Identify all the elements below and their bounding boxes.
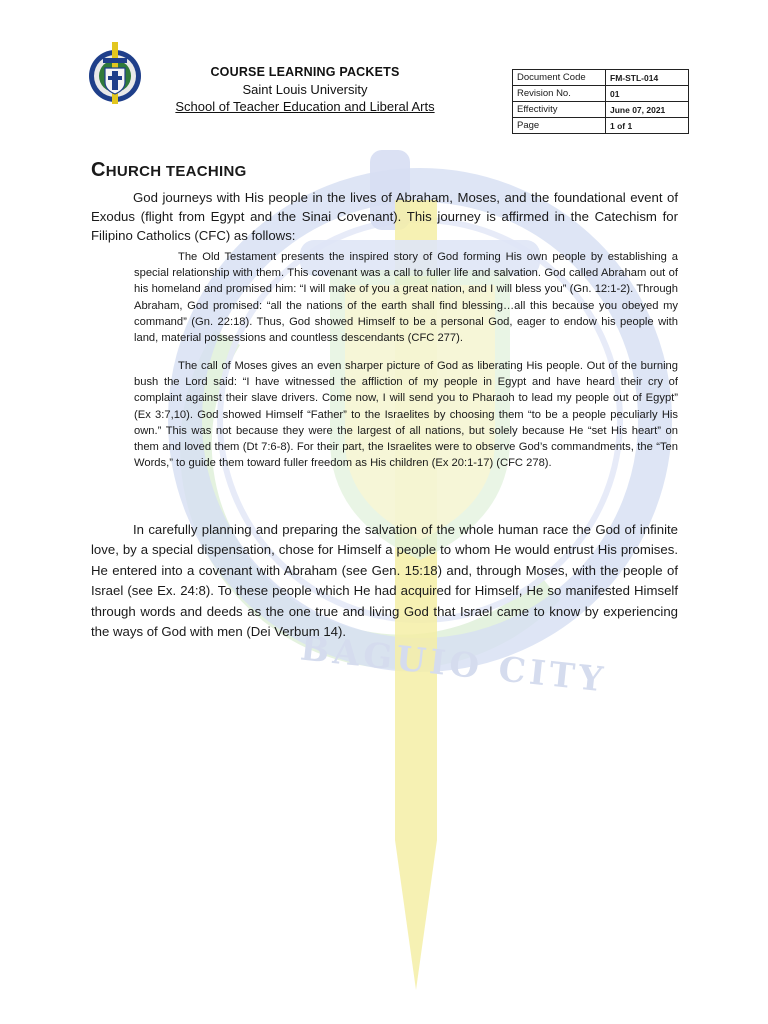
document-info-table	[512, 69, 689, 134]
info-value: FM-STL-014	[606, 70, 689, 86]
info-value: 1 of 1	[606, 118, 689, 134]
document-header	[140, 64, 470, 115]
intro-paragraph: God journeys with His people in the lives of Abraham, Moses, and the foundational event of Exodus (flight from Egypt and the Sinai Covenant). This journey is affirmed in the Catechism for Filipino Catholics (CFC) as follows:	[91, 190, 678, 244]
table-row	[513, 70, 689, 86]
info-key: Page	[513, 118, 606, 134]
section-title-initial: C	[91, 159, 106, 181]
catechism-quote-278: The call of Moses gives an even sharper picture of God as liberating His people. Out of the burning bush the Lord said: “I have witnessed the affliction of my people in Egypt and have heard their cry of complaint against their slave drivers. Come now, I will send you to Pharaoh to lead my people out of Egypt” (Ex 3:7,10). God showed Himself “Father” to the Israelites by choosing them “to be a people peculiarly His own.” This was not because they were the largest of all nations, but solely because He “set His heart” on them and loved them (Dt 7:6-8). For their part, the Israelites were to observe God’s commandments, the “Ten Words,” to guide them toward fuller freedom as His children (Ex 20:1-17) (CFC 278).	[134, 360, 678, 470]
university-seal-logo	[86, 40, 144, 108]
info-key: Effectivity	[513, 102, 606, 118]
info-key: Document Code	[513, 70, 606, 86]
section-title	[91, 159, 247, 182]
watermark-text: BAGUIO CITY	[298, 628, 609, 701]
info-key: Revision No.	[513, 86, 606, 102]
info-value: June 07, 2021	[606, 102, 689, 118]
header-title: COURSE LEARNING PACKETS	[210, 65, 400, 79]
header-university: Saint Louis University	[242, 82, 368, 97]
header-school: School of Teacher Education and Liberal Arts	[175, 99, 435, 114]
table-row	[513, 86, 689, 102]
info-value: 01	[606, 86, 689, 102]
section-title-rest: HURCH TEACHING	[105, 163, 247, 180]
table-row	[513, 118, 689, 134]
catechism-quote-277: The Old Testament presents the inspired story of God forming His own people by establishing a special relationship with them. This covenant was a call to fuller life and salvation. God called Abraham out of his homeland and promised him: “I will make of you a great nation, and I will bless you” (Gn. 12:1-2). Through Abraham, God promised: “all the nations of the earth shall find blessing…all this because you obeyed my command” (Gn. 22:18). Thus, God showed Himself to be a personal God, eager to endow his people with land, material possessions and countless descendants (CFC 277).	[134, 251, 678, 345]
table-row	[513, 102, 689, 118]
dei-verbum-paragraph: In carefully planning and preparing the salvation of the whole human race the God of infinite love, by a special dispensation, chose for Himself a people to whom He would entrust His promises. He entered into a covenant with Abraham (see Gen. 15:18) and, through Moses, with the people of Israel (see Ex. 24:8). To these people which He had acquired for Himself, He so manifested Himself through words and deeds as the one true and living God that Israel came to know by experiencing the ways of God with men (Dei Verbum 14).	[91, 522, 678, 640]
